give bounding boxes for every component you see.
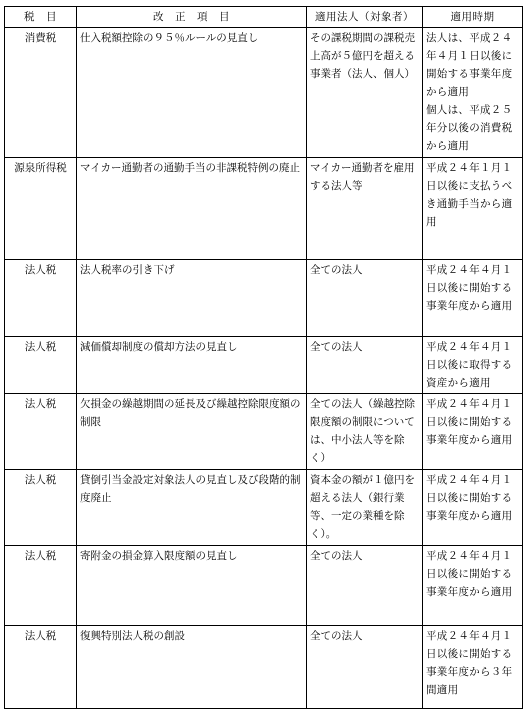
row-item: 法人税率の引き下げ — [77, 260, 307, 337]
row-target: 全ての法人（繰越控除限度額の制限については、中小法人等を除く） — [307, 394, 423, 470]
row-target: 全ての法人 — [307, 626, 423, 709]
table-row — [5, 470, 523, 546]
row-target: その課税期間の課税売上高が５億円を超える事業者（法人、個人） — [307, 28, 423, 158]
row-category: 法人税 — [5, 337, 77, 394]
row-item: マイカー通勤者の通勤手当の非課税特例の廃止 — [77, 158, 307, 260]
row-item: 復興特別法人税の創設 — [77, 626, 307, 709]
row-category: 法人税 — [5, 260, 77, 337]
row-item: 仕入税額控除の９５％ルールの見直し — [77, 28, 307, 158]
header-target: 適用法人（対象者） — [307, 7, 423, 28]
header-category: 税 目 — [5, 7, 77, 28]
row-item: 欠損金の繰越期間の延長及び繰越控除限度額の制限 — [77, 394, 307, 470]
row-item: 貸倒引当金設定対象法人の見直し及び段階的制度廃止 — [77, 470, 307, 546]
row-category: 法人税 — [5, 626, 77, 709]
row-target: 全ての法人 — [307, 260, 423, 337]
row-target: 全ての法人 — [307, 337, 423, 394]
row-category: 法人税 — [5, 546, 77, 626]
row-period: 平成２４年４月１日以後に開始する事業年度から適用 — [423, 260, 523, 337]
row-category: 法人税 — [5, 470, 77, 546]
row-target: 全ての法人 — [307, 546, 423, 626]
table-row — [5, 546, 523, 626]
row-period: 平成２４年４月１日以後に開始する事業年度から３年間適用 — [423, 626, 523, 709]
table-header-row — [5, 7, 523, 28]
row-item: 寄附金の損金算入限度額の見直し — [77, 546, 307, 626]
table-row — [5, 394, 523, 470]
row-period: 平成２４年４月１日以後に開始する事業年度から適用 — [423, 394, 523, 470]
row-period: 平成２４年４月１日以後に開始する事業年度から適用 — [423, 470, 523, 546]
row-period: 法人は、平成２４年４月１日以後に開始する事業年度から適用 個人は、平成２５年分以後の消費税から適用 — [423, 28, 523, 158]
table-row — [5, 28, 523, 158]
header-period: 適用時期 — [423, 7, 523, 28]
row-target: マイカー通勤者を雇用する法人等 — [307, 158, 423, 260]
row-period: 平成２４年４月１日以後に取得する資産から適用 — [423, 337, 523, 394]
row-category: 法人税 — [5, 394, 77, 470]
row-category: 消費税 — [5, 28, 77, 158]
row-target: 資本金の額が１億円を超える法人（銀行業等、一定の業種を除く）。 — [307, 470, 423, 546]
table-row — [5, 260, 523, 337]
table-row — [5, 158, 523, 260]
row-category: 源泉所得税 — [5, 158, 77, 260]
row-period: 平成２４年１月１日以後に支払うべき通勤手当から適用 — [423, 158, 523, 260]
table-row — [5, 626, 523, 709]
row-item: 減価償却制度の償却方法の見直し — [77, 337, 307, 394]
header-item: 改 正 項 目 — [77, 7, 307, 28]
row-period: 平成２４年４月１日以後に開始する事業年度から適用 — [423, 546, 523, 626]
tax-reform-table — [4, 6, 523, 709]
table-row — [5, 337, 523, 394]
